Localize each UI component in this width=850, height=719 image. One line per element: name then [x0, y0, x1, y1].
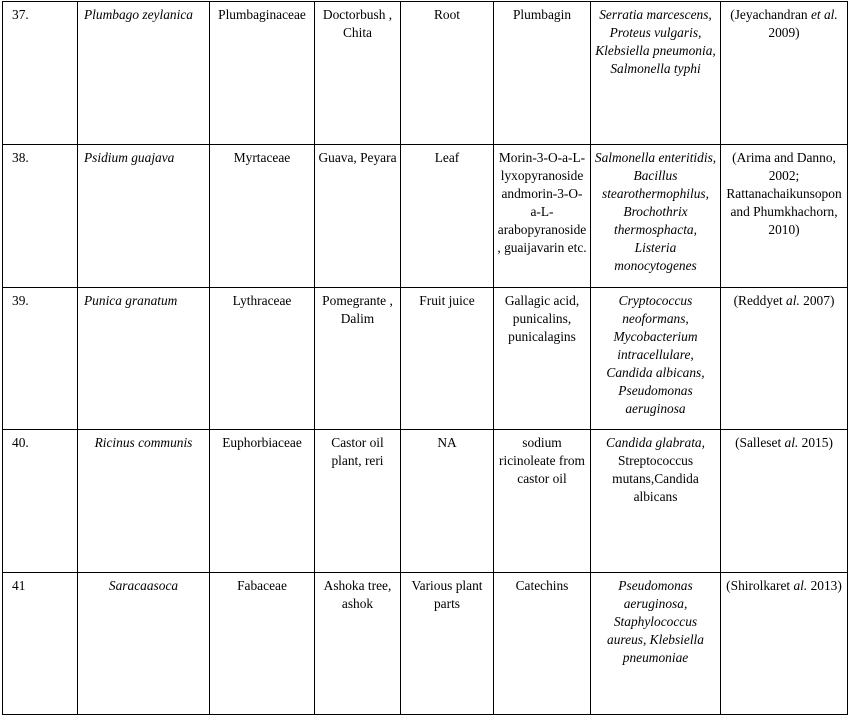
- active-compound: Plumbagin: [494, 2, 591, 145]
- reference-year: 2007): [799, 293, 835, 308]
- family-name: Lythraceae: [210, 288, 315, 430]
- table-row: [3, 288, 848, 430]
- target-organisms: [591, 2, 721, 145]
- organisms-text: Serratia marcescens, Proteus vulgaris, Klebsiella pneumonia, Salmonella typhi: [595, 7, 716, 76]
- common-name: Pomegrante , Dalim: [315, 288, 401, 430]
- plant-part: Fruit juice: [401, 288, 494, 430]
- reference-text: (Shirolkaret: [726, 578, 791, 593]
- table-row: [3, 430, 848, 573]
- family-name: Fabaceae: [210, 573, 315, 715]
- serial-number: 37.: [3, 2, 78, 145]
- target-organisms: [591, 430, 721, 573]
- organisms-text: Salmonella enteritidis, Bacillus stearothermophilus, Brochothrix thermosphacta, Listeria monocytogenes: [594, 150, 717, 273]
- plant-part: Root: [401, 2, 494, 145]
- organisms-text: Streptococcus mutans,Candida albicans: [612, 453, 699, 504]
- reference: [721, 430, 848, 573]
- organisms-text-italic: Candida glabrata,: [606, 435, 705, 450]
- reference-etal: al.: [781, 435, 799, 450]
- serial-number: 38.: [3, 145, 78, 288]
- serial-number: 41: [3, 573, 78, 715]
- common-name: Castor oil plant, reri: [315, 430, 401, 573]
- plant-part: Various plant parts: [401, 573, 494, 715]
- serial-number: 39.: [3, 288, 78, 430]
- common-name: Ashoka tree, ashok: [315, 573, 401, 715]
- reference-etal: al.: [790, 578, 808, 593]
- active-compound: Gallagic acid, punicalins, punicalagins: [494, 288, 591, 430]
- reference-etal: al.: [782, 293, 800, 308]
- reference-year: 2013): [807, 578, 842, 593]
- species-name: Saracaasoca: [78, 573, 210, 715]
- reference-text: (Jeyachandran: [730, 7, 811, 22]
- target-organisms: [591, 288, 721, 430]
- species-name: Punica granatum: [78, 288, 210, 430]
- species-name: Ricinus communis: [78, 430, 210, 573]
- table-row: [3, 573, 848, 715]
- family-name: Euphorbiaceae: [210, 430, 315, 573]
- reference: [721, 145, 848, 288]
- active-compound: Morin-3-O-a-L-lyxopyranoside andmorin-3-O-a-L-arabopyranoside, guaijavarin etc.: [494, 145, 591, 288]
- species-name: Plumbago zeylanica: [78, 2, 210, 145]
- family-name: Myrtaceae: [210, 145, 315, 288]
- species-name: Psidium guajava: [78, 145, 210, 288]
- table-row: [3, 145, 848, 288]
- family-name: Plumbaginaceae: [210, 2, 315, 145]
- reference: [721, 573, 848, 715]
- active-compound: Catechins: [494, 573, 591, 715]
- reference: [721, 2, 848, 145]
- table-row: [3, 2, 848, 145]
- plant-part: Leaf: [401, 145, 494, 288]
- target-organisms: [591, 145, 721, 288]
- reference-year: 2009): [768, 25, 800, 40]
- organisms-text: Pseudomonas aeruginosa, Staphylococcus aureus, Klebsiella pneumoniae: [607, 578, 704, 665]
- plant-part: NA: [401, 430, 494, 573]
- plant-antimicrobial-table: [2, 1, 848, 715]
- reference-text: (Arima and Danno, 2002; Rattanachaikunsopon and Phumkhachorn, 2010): [726, 150, 842, 237]
- reference-year: 2015): [798, 435, 833, 450]
- reference-etal: et al.: [810, 7, 838, 22]
- reference: [721, 288, 848, 430]
- organisms-text: Cryptococcus neoformans, Mycobacterium intracellulare, Candida albicans, Pseudomonas aeruginosa: [606, 293, 705, 416]
- reference-text: (Salleset: [735, 435, 782, 450]
- target-organisms: [591, 573, 721, 715]
- reference-text: (Reddyet: [733, 293, 783, 308]
- active-compound: sodium ricinoleate from castor oil: [494, 430, 591, 573]
- serial-number: 40.: [3, 430, 78, 573]
- common-name: Guava, Peyara: [315, 145, 401, 288]
- common-name: Doctorbush , Chita: [315, 2, 401, 145]
